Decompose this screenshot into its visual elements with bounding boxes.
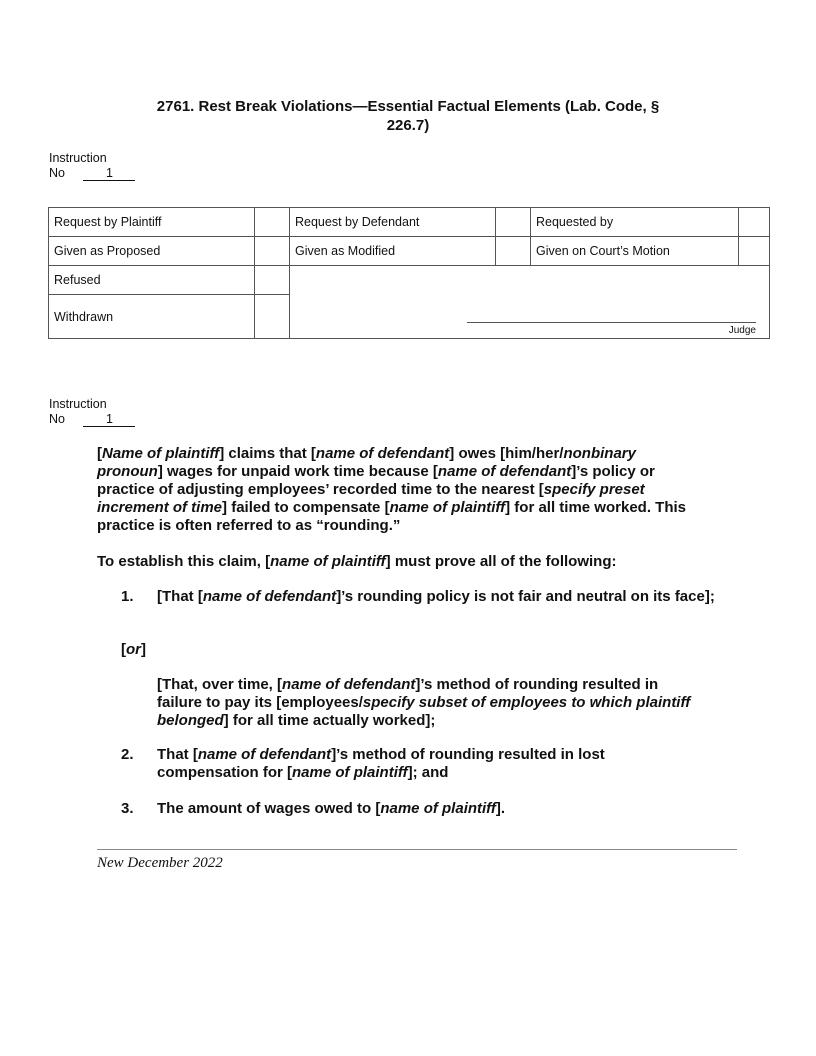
given-as-modified-label: Given as Modified xyxy=(290,237,496,266)
footer-divider xyxy=(97,849,737,850)
given-on-courts-motion-label: Given on Court’s Motion xyxy=(531,237,739,266)
instruction-number-2: 1 xyxy=(83,413,135,427)
element-2-text: That [name of defendant]’s method of rounding resulted in lost compensation for [name of plaintiff]; and xyxy=(157,746,605,781)
instruction-no-label-2: No xyxy=(49,411,65,426)
given-as-proposed-label: Given as Proposed xyxy=(49,237,255,266)
requested-by-label: Requested by xyxy=(531,208,739,237)
title-line-1: 2761. Rest Break Violations—Essential Factual Elements (Lab. Code, § xyxy=(156,98,660,115)
disposition-table xyxy=(48,207,770,339)
instruction-number-second xyxy=(49,397,135,427)
instruction-label-2: Instruction xyxy=(49,397,107,411)
instruction-no-row-2 xyxy=(49,412,135,427)
element-3-text: The amount of wages owed to [name of plaintiff]. xyxy=(157,800,506,817)
element-1-alternative-text: [That, over time, [name of defendant]’s method of rounding resulted in failure to pay its [employees/specify subset of employees to which plaintiff belonged] for all time actually worked]; xyxy=(157,676,691,729)
instruction-number: 1 xyxy=(83,167,135,181)
instruction-no-row xyxy=(49,166,135,181)
refused-label: Refused xyxy=(49,266,255,295)
element-1-number: 1. xyxy=(121,588,134,605)
request-by-defendant-label: Request by Defendant xyxy=(290,208,496,237)
withdrawn-label: Withdrawn xyxy=(49,295,255,339)
proof-intro-paragraph: To establish this claim, [name of plaintiff] must prove all of the following: xyxy=(97,553,617,570)
claim-paragraph: [Name of plaintiff] claims that [name of defendant] owes [him/her/nonbinary pronoun] wages for unpaid work time because [name of defendant]’s policy or practice of adjusting employees’ recorded time to the nearest [specify preset increment of time] failed to compensate [name of plaintiff] for all time worked. This practice is often referred to as “rounding.” xyxy=(97,445,686,534)
refused-checkbox[interactable] xyxy=(255,266,290,295)
revision-note: New December 2022 xyxy=(97,855,223,871)
instruction-number-header xyxy=(49,151,135,181)
given-on-courts-motion-checkbox[interactable] xyxy=(739,237,770,266)
or-alternative-line: [or] xyxy=(121,641,146,658)
page-title xyxy=(120,97,696,135)
instruction-label: Instruction xyxy=(49,151,107,165)
judge-label: Judge xyxy=(728,325,756,336)
request-by-plaintiff-checkbox[interactable] xyxy=(255,208,290,237)
element-2-number: 2. xyxy=(121,746,134,763)
title-line-2: 226.7) xyxy=(386,117,430,134)
request-by-plaintiff-label: Request by Plaintiff xyxy=(49,208,255,237)
judge-signature-cell xyxy=(290,266,770,339)
given-as-modified-checkbox[interactable] xyxy=(496,237,531,266)
element-3-number: 3. xyxy=(121,800,134,817)
element-1-text: [That [name of defendant]’s rounding policy is not fair and neutral on its face]; xyxy=(157,588,715,605)
requested-by-checkbox[interactable] xyxy=(739,208,770,237)
judge-signature-line[interactable] xyxy=(467,322,756,323)
instruction-no-label: No xyxy=(49,165,65,180)
given-as-proposed-checkbox[interactable] xyxy=(255,237,290,266)
withdrawn-checkbox[interactable] xyxy=(255,295,290,339)
request-by-defendant-checkbox[interactable] xyxy=(496,208,531,237)
